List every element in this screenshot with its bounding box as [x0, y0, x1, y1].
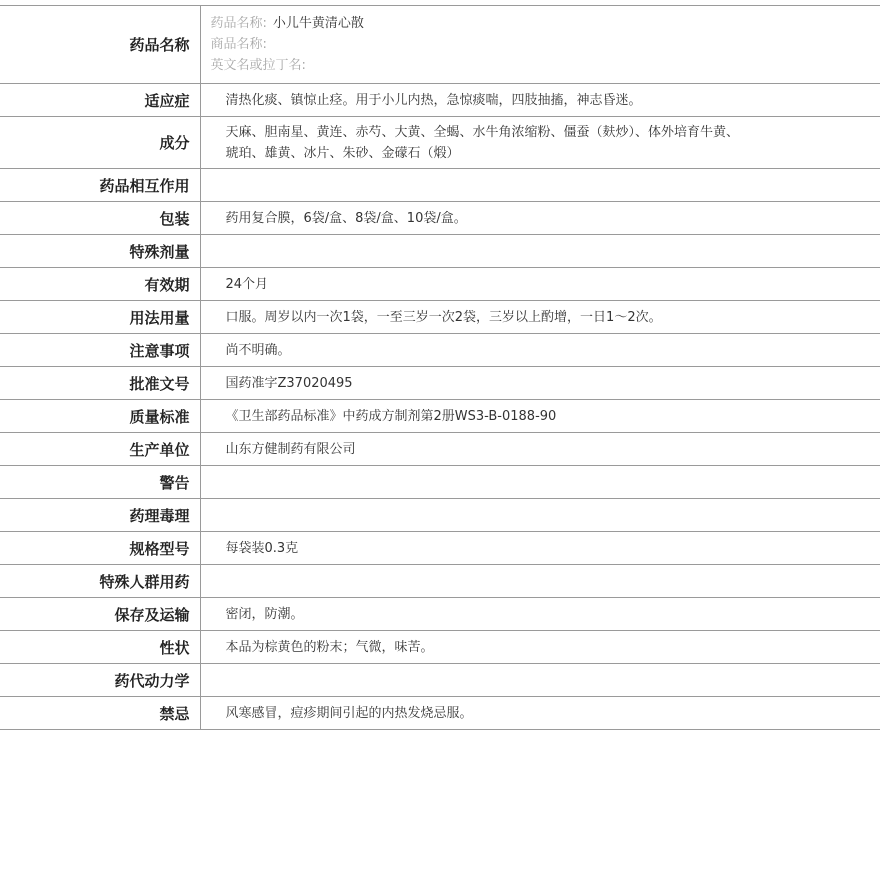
- spec-value: [200, 202, 880, 235]
- spec-value: [200, 84, 880, 117]
- spec-row-special-populations: [0, 565, 880, 598]
- spec-value-text: 密闭，防潮。: [225, 606, 304, 622]
- spec-row-packaging: [0, 202, 880, 235]
- spec-label: 包装: [0, 202, 200, 235]
- spec-row-description: [0, 631, 880, 664]
- generic-name-key: 药品名称:: [210, 16, 267, 31]
- trade-name-key: 商品名称:: [210, 37, 267, 52]
- spec-value-text: 天麻、胆南星、黄连、赤芍、大黄、全蝎、水牛角浓缩粉、僵蚕（麸炒）、体外培育牛黄、 琥珀、雄黄、冰片、朱砂、金礞石（煅）: [225, 124, 740, 161]
- spec-label: 保存及运输: [0, 598, 200, 631]
- spec-value: [200, 499, 880, 532]
- spec-row-precautions: [0, 334, 880, 367]
- spec-label: 警告: [0, 466, 200, 499]
- spec-value-text: 口服。周岁以内一次1袋，一至三岁一次2袋，三岁以上酌增，一日1～2次。: [225, 309, 662, 325]
- latin-name-line: [211, 55, 880, 76]
- spec-value-text: 《卫生部药品标准》中药成方制剂第2册WS3-B-0188-90: [225, 408, 557, 424]
- spec-value: [200, 565, 880, 598]
- spec-label: 药品名称: [0, 6, 200, 84]
- spec-value: [200, 433, 880, 466]
- latin-name-key: 英文名或拉丁名:: [210, 58, 306, 73]
- spec-value: [200, 400, 880, 433]
- spec-value: [200, 466, 880, 499]
- spec-value-text: 清热化痰、镇惊止痉。用于小儿内热，急惊痰喘，四肢抽搐，神志昏迷。: [225, 92, 642, 108]
- generic-name-line: [211, 13, 880, 34]
- spec-label: 质量标准: [0, 400, 200, 433]
- latin-name-value: [306, 58, 312, 73]
- spec-row-shelf-life: [0, 268, 880, 301]
- spec-value: [200, 268, 880, 301]
- spec-label: 批准文号: [0, 367, 200, 400]
- spec-label: 成分: [0, 117, 200, 169]
- spec-row-specification: [0, 532, 880, 565]
- spec-row-storage: [0, 598, 880, 631]
- spec-value: [200, 117, 880, 169]
- spec-value: [200, 334, 880, 367]
- spec-label: 规格型号: [0, 532, 200, 565]
- spec-value-text: 尚不明确。: [225, 342, 291, 358]
- trade-name-value: [267, 37, 273, 52]
- spec-value-text: 本品为棕黄色的粉末；气微，味苦。: [225, 639, 434, 655]
- spec-value: [200, 664, 880, 697]
- spec-label: 性状: [0, 631, 200, 664]
- spec-value-text: 国药准字Z37020495: [225, 375, 353, 391]
- spec-row-contraindications: [0, 697, 880, 730]
- spec-row-interactions: [0, 169, 880, 202]
- spec-value: [200, 532, 880, 565]
- spec-label: 特殊剂量: [0, 235, 200, 268]
- spec-value-text: 药用复合膜，6袋/盒、8袋/盒、10袋/盒。: [225, 210, 467, 226]
- spec-label: 特殊人群用药: [0, 565, 200, 598]
- spec-value: [200, 598, 880, 631]
- spec-value: [200, 301, 880, 334]
- spec-row-indications: [0, 84, 880, 117]
- spec-label: 用法用量: [0, 301, 200, 334]
- spec-value: [200, 697, 880, 730]
- spec-row-special-dosage: [0, 235, 880, 268]
- spec-value: [200, 169, 880, 202]
- spec-value-text: 风寒感冒，痘疹期间引起的内热发烧忌服。: [225, 705, 473, 721]
- spec-row-pharmacokinetics: [0, 664, 880, 697]
- spec-row-usage: [0, 301, 880, 334]
- trade-name-line: [211, 34, 880, 55]
- drug-name-block: [200, 6, 880, 84]
- spec-row-approval-number: [0, 367, 880, 400]
- spec-label: 药品相互作用: [0, 169, 200, 202]
- spec-label: 禁忌: [0, 697, 200, 730]
- spec-label: 药代动力学: [0, 664, 200, 697]
- spec-label: 药理毒理: [0, 499, 200, 532]
- spec-row-manufacturer: [0, 433, 880, 466]
- drug-spec-table: [0, 5, 880, 730]
- spec-value-text: 山东方健制药有限公司: [225, 441, 356, 457]
- spec-value-text: 每袋装0.3克: [225, 540, 299, 556]
- spec-row-warning: [0, 466, 880, 499]
- spec-label: 注意事项: [0, 334, 200, 367]
- spec-value: [200, 631, 880, 664]
- spec-label: 适应症: [0, 84, 200, 117]
- spec-label: 生产单位: [0, 433, 200, 466]
- spec-value-text: 24个月: [225, 276, 269, 292]
- spec-value: [200, 367, 880, 400]
- spec-row-quality-standard: [0, 400, 880, 433]
- spec-label: 有效期: [0, 268, 200, 301]
- spec-row-pharmacology: [0, 499, 880, 532]
- spec-row-ingredients: [0, 117, 880, 169]
- spec-row-drug-name: [0, 6, 880, 84]
- generic-name-value: 小儿牛黄清心散: [272, 16, 364, 31]
- spec-value: [200, 235, 880, 268]
